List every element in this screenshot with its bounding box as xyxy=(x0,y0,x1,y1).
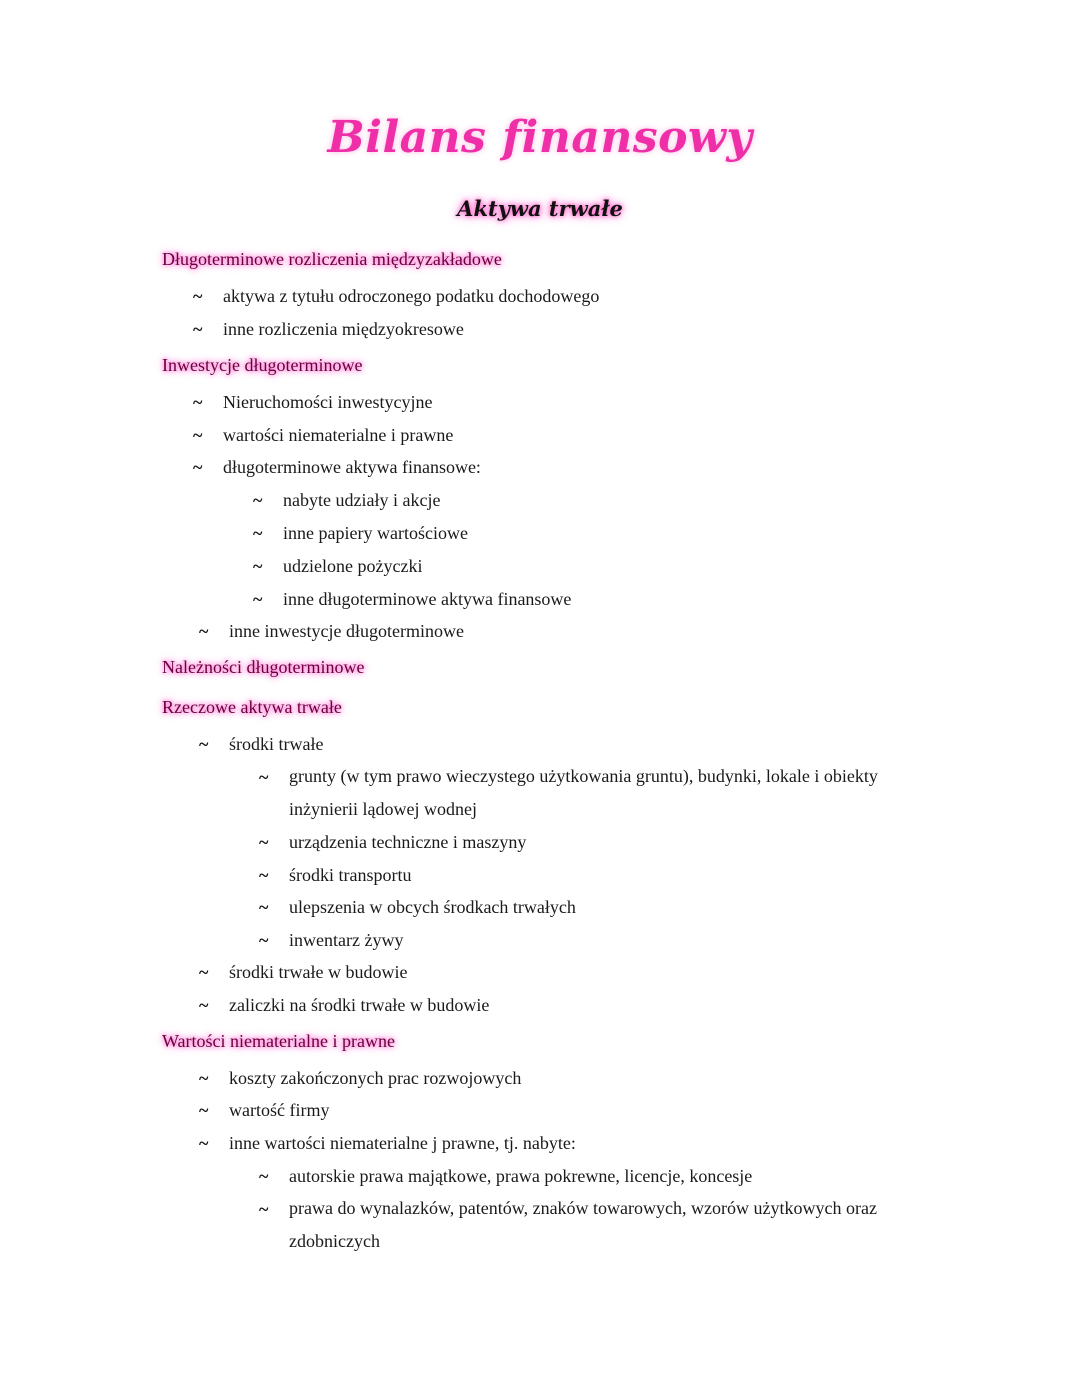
tilde-bullet-icon: ~ xyxy=(259,767,269,787)
sub-list-item: środki transportu xyxy=(289,865,412,885)
tilde-bullet-icon: ~ xyxy=(193,319,203,339)
list-item: wartość firmy xyxy=(229,1100,330,1120)
tilde-bullet-icon: ~ xyxy=(259,865,269,885)
tilde-bullet-icon: ~ xyxy=(199,1100,209,1120)
tilde-bullet-icon: ~ xyxy=(193,286,203,306)
list-item: inne rozliczenia międzyokresowe xyxy=(223,319,464,339)
tilde-bullet-icon: ~ xyxy=(199,962,209,982)
sub-list-item: inne papiery wartościowe xyxy=(283,523,468,543)
sub-list-item: grunty (w tym prawo wieczystego użytkowania gruntu), budynki, lokale i obiekty inżynierii lądowej wodnej xyxy=(289,766,878,819)
tilde-bullet-icon: ~ xyxy=(259,832,269,852)
tilde-bullet-icon: ~ xyxy=(193,425,203,445)
tilde-bullet-icon: ~ xyxy=(199,1133,209,1153)
section-heading: Inwestycje długoterminowe xyxy=(162,355,363,375)
tilde-bullet-icon: ~ xyxy=(253,523,263,543)
sub-list-item: prawa do wynalazków, patentów, znaków towarowych, wzorów użytkowych oraz zdobniczych xyxy=(289,1198,877,1251)
list-item: aktywa z tytułu odroczonego podatku dochodowego xyxy=(223,286,600,306)
tilde-bullet-icon: ~ xyxy=(253,490,263,510)
sub-list-item: nabyte udziały i akcje xyxy=(283,490,441,510)
tilde-bullet-icon: ~ xyxy=(259,1199,269,1219)
tilde-bullet-icon: ~ xyxy=(259,930,269,950)
tilde-bullet-icon: ~ xyxy=(259,1166,269,1186)
tilde-bullet-icon: ~ xyxy=(259,897,269,917)
list-item: środki trwałe w budowie xyxy=(229,962,408,982)
section-heading: Należności długoterminowe xyxy=(162,657,365,677)
section-heading: Długoterminowe rozliczenia międzyzakładowe xyxy=(162,249,502,269)
tilde-bullet-icon: ~ xyxy=(199,734,209,754)
sub-list-item: ulepszenia w obcych środkach trwałych xyxy=(289,897,576,917)
list-item: zaliczki na środki trwałe w budowie xyxy=(229,995,490,1015)
sub-list-item: inne długoterminowe aktywa finansowe xyxy=(283,589,572,609)
list-item: wartości niematerialne i prawne xyxy=(223,425,454,445)
tilde-bullet-icon: ~ xyxy=(193,392,203,412)
page-title: Bilans finansowy xyxy=(327,112,753,163)
section-heading: Rzeczowe aktywa trwałe xyxy=(162,697,342,717)
tilde-bullet-icon: ~ xyxy=(253,589,263,609)
sub-list-item: urządzenia techniczne i maszyny xyxy=(289,832,527,852)
list-item: środki trwałe xyxy=(229,734,324,754)
tilde-bullet-icon: ~ xyxy=(253,556,263,576)
sub-list-item: inwentarz żywy xyxy=(289,930,404,950)
tilde-bullet-icon: ~ xyxy=(199,621,209,641)
sub-list-item: autorskie prawa majątkowe, prawa pokrewne, licencje, koncesje xyxy=(289,1166,753,1186)
list-item: długoterminowe aktywa finansowe: xyxy=(223,457,481,477)
list-item: koszty zakończonych prac rozwojowych xyxy=(229,1068,522,1088)
list-item: inne inwestycje długoterminowe xyxy=(229,621,464,641)
sub-list-item: udzielone pożyczki xyxy=(283,556,423,576)
tilde-bullet-icon: ~ xyxy=(193,457,203,477)
page-subtitle: Aktywa trwałe xyxy=(457,196,623,221)
tilde-bullet-icon: ~ xyxy=(199,995,209,1015)
tilde-bullet-icon: ~ xyxy=(199,1068,209,1088)
list-item: Nieruchomości inwestycyjne xyxy=(223,392,433,412)
list-item: inne wartości niematerialne j prawne, tj. nabyte: xyxy=(229,1133,576,1153)
section-heading: Wartości niematerialne i prawne xyxy=(162,1031,395,1051)
